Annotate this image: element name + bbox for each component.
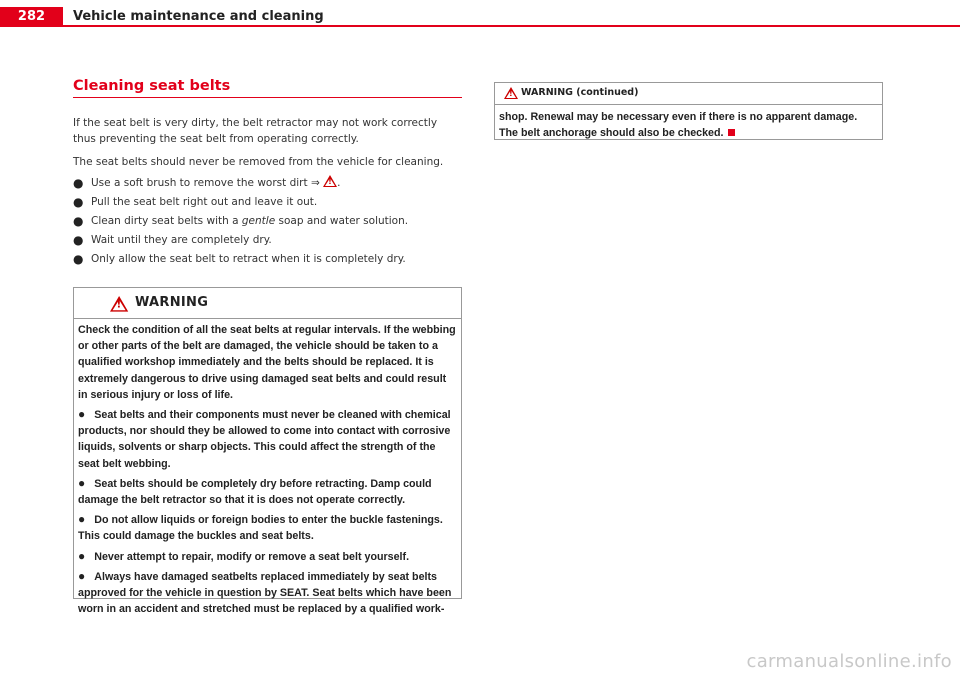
step-text: Wait until they are completely dry.: [91, 234, 272, 246]
step-text: Use a soft brush to remove the worst dirt: [91, 177, 308, 189]
bullet-icon: ●: [78, 548, 86, 563]
warning-item-text: Do not allow liquids or foreign bodies to enter the buckle fastenings. This could damage the buckles and seat belts.: [78, 514, 443, 543]
warning-box: [73, 287, 462, 616]
warning-header: [74, 288, 461, 319]
bullet-icon: ●: [73, 214, 84, 228]
step-text-end: .: [337, 177, 341, 189]
warning-item: [78, 406, 457, 472]
bullet-icon: ●: [73, 176, 84, 190]
list-item: [73, 175, 463, 191]
warning-continued-body: [495, 105, 882, 141]
step-text: Only allow the seat belt to retract when it is completely dry.: [91, 253, 406, 265]
warning-item: [78, 548, 457, 565]
page-number: 282: [0, 7, 63, 27]
list-item: [73, 251, 463, 267]
warning-continued-label: WARNING (continued): [521, 87, 639, 98]
page-header: [0, 0, 960, 27]
section-title: Cleaning seat belts: [73, 78, 462, 98]
bullet-icon: ●: [73, 252, 84, 266]
step-text-emphasis: gentle: [241, 215, 276, 227]
bullet-icon: ●: [78, 568, 86, 583]
bullet-icon: ●: [73, 233, 84, 247]
warning-triangle-icon: [504, 87, 518, 99]
warning-item-text: Seat belts and their components must never be cleaned with chemical products, nor should they be allowed to come into contact with corrosive liquids, solvents or sharp objects. This could affect the strength of the seat belt webbing.: [78, 409, 451, 470]
chapter-title: Vehicle maintenance and cleaning: [73, 9, 324, 24]
warning-item: [78, 511, 457, 544]
removal-paragraph: The seat belts should never be removed from the vehicle for cleaning.: [73, 156, 444, 168]
bullet-icon: ●: [73, 195, 84, 209]
warning-item-text: Never attempt to repair, modify or remove a seat belt yourself.: [94, 550, 410, 563]
watermark: carmanualsonline.info: [746, 651, 952, 672]
warning-item: [78, 475, 457, 508]
bullet-icon: ●: [78, 512, 86, 527]
warning-continued-header: [495, 83, 882, 105]
bullet-icon: ●: [78, 407, 86, 422]
end-of-section-icon: [728, 129, 735, 136]
warning-item: [78, 568, 457, 618]
warning-body: [74, 319, 461, 617]
step-text-suffix: soap and water solution.: [275, 215, 409, 227]
step-text: Pull the seat belt right out and leave it out.: [91, 196, 318, 208]
warning-triangle-icon: [110, 296, 128, 312]
intro-paragraph: If the seat belt is very dirty, the belt retractor may not work correctly thus preventing the seat belt from operating correctly.: [73, 117, 438, 145]
bullet-icon: ●: [78, 475, 86, 490]
warning-item-text: Seat belts should be completely dry before retracting. Damp could damage the belt retractor so that it is does not operate correctly.: [78, 477, 432, 507]
warning-continued-text: shop. Renewal may be necessary even if there is no apparent damage. The belt anchorage should also be checked.: [499, 111, 858, 139]
cleaning-steps-list: [73, 175, 463, 270]
list-item: [73, 213, 463, 229]
step-text-prefix: Clean dirty seat belts with a: [91, 215, 242, 227]
list-item: [73, 232, 463, 248]
warning-triangle-icon[interactable]: [323, 175, 337, 187]
warning-label: WARNING: [135, 295, 209, 310]
warning-item-text: Always have damaged seatbelts replaced immediately by seat belts approved for the vehicle in question by SEAT. Seat belts which have been worn in an accident and stretched must be replaced by a qualified work-: [78, 570, 452, 616]
reference-arrow-icon: ⇒: [310, 177, 320, 189]
warning-intro: Check the condition of all the seat belts at regular intervals. If the webbing or other parts of the belt are damaged, the vehicle should be taken to a qualified workshop immediately and the belts should be replaced. It is extremely dangerous to drive using damaged seat belts and could result in serious injury or loss of life.: [78, 324, 456, 401]
list-item: [73, 194, 463, 210]
warning-continued-box: [494, 82, 883, 140]
